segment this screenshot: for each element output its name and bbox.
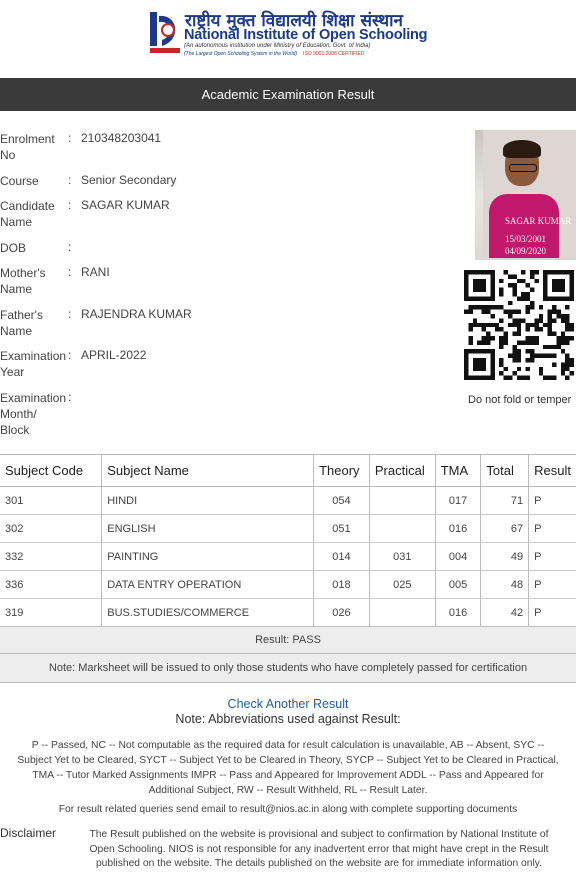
query-contact-text: For result related queries send email to result@nios.ac.in along with complete supporting documents (58, 804, 518, 815)
marksheet-note: Note: Marksheet will be issued to only those students who have completely passed for certification (0, 654, 576, 683)
disclaimer-line: published on the website. The details published on the website are for immediate information only. (95, 858, 543, 869)
cell-practical (369, 515, 435, 543)
qr-code (464, 270, 574, 380)
candidate-value: SAGAR KUMAR (81, 198, 170, 212)
cell-total: 67 (481, 515, 529, 543)
cell-tma: 017 (435, 487, 481, 515)
colon: : (68, 307, 72, 321)
disclaimer-line: The Result published on the website is provisional and subject to confirmation by National Institute of (89, 829, 549, 840)
marks-table (0, 454, 576, 627)
course-label: Course (0, 174, 39, 188)
abbreviations-text (0, 738, 576, 798)
cell-total: 71 (481, 487, 529, 515)
col-theory: Theory (314, 455, 370, 487)
org-tagline: (The Largest Open Schooling System in the World) (184, 51, 298, 57)
table-row (0, 487, 576, 515)
cell-name: BUS.STUDIES/COMMERCE (102, 599, 314, 627)
colon: : (68, 131, 72, 145)
fold-note: Do not fold or temper (468, 394, 572, 406)
cell-name: PAINTING (102, 543, 314, 571)
exam-year-label: Examination Year (0, 349, 67, 379)
cell-result: P (529, 515, 576, 543)
abbreviation-line: TMA -- Tutor Marked Assignments IMPR -- Pass and Appeared for Improvement ADDL -- Pass and Appeared for (32, 770, 544, 781)
photo-watermark-date: 15/03/2001 (505, 234, 547, 244)
org-name-accent: Open Schooling (318, 27, 428, 43)
table-row (0, 599, 576, 627)
cell-result: P (529, 487, 576, 515)
colon: : (68, 173, 72, 187)
dob-label: DOB (0, 241, 27, 255)
colon: : (68, 240, 72, 254)
table-row (0, 571, 576, 599)
colon: : (68, 198, 72, 212)
mother-label: Mother's Name (0, 266, 46, 296)
photo-watermark-date: 04/09/2020 (505, 246, 547, 256)
photo-glasses (509, 164, 537, 172)
cell-result: P (529, 599, 576, 627)
iso-certification: ISO 9001:2008 CERTIFIED (303, 51, 365, 57)
cell-name: ENGLISH (102, 515, 314, 543)
enrolment-label: Enrolment No (0, 132, 55, 162)
exam-year-value: APRIL-2022 (81, 348, 147, 362)
col-subject-code: Subject Code (0, 455, 102, 487)
disclaimer-text (63, 828, 575, 872)
org-subtitle: (An autonomous institution under Ministry of Education, Govt. of India) (184, 43, 371, 49)
org-tagline-line (184, 51, 364, 57)
abbreviation-line: P -- Passed, NC -- Not computable as the required data for result calculation is unavailable, AB -- Absent, SYC -- (31, 740, 545, 751)
page-title: Academic Examination Result (0, 78, 576, 111)
cell-code: 301 (0, 487, 102, 515)
cell-code: 332 (0, 543, 102, 571)
col-result: Result (529, 455, 576, 487)
cell-name: HINDI (102, 487, 314, 515)
cell-result: P (529, 571, 576, 599)
exam-block-label: Examination Month/ Block (0, 391, 67, 437)
colon: : (68, 348, 72, 362)
cell-name: DATA ENTRY OPERATION (102, 571, 314, 599)
photo-watermark-name: SAGAR KUMAR (505, 216, 572, 226)
cell-tma: 016 (435, 515, 481, 543)
cell-code: 336 (0, 571, 102, 599)
abbreviation-line: Subject Yet to be Cleared, SYCT -- Subject Yet to be Cleared in Theory, SYCP -- Subject Yet to be Cleared in Practical, (17, 755, 559, 766)
photo-background (483, 130, 576, 258)
cell-practical: 031 (369, 543, 435, 571)
overall-result: Result: PASS (0, 626, 576, 654)
cell-practical (369, 487, 435, 515)
disclaimer-label: Disclaimer (0, 826, 57, 840)
cell-tma: 005 (435, 571, 481, 599)
cell-theory: 051 (314, 515, 370, 543)
nios-logo (148, 10, 182, 56)
father-label: Father's Name (0, 308, 43, 338)
abbreviation-line: Additional Subject, RW -- Result Withheld, RL -- Result Later. (148, 785, 428, 796)
cell-total: 48 (481, 571, 529, 599)
cell-practical: 025 (369, 571, 435, 599)
disclaimer-line: Open Schooling. NIOS is not responsible for any inadvertent error that might have crept in the Result (89, 843, 549, 855)
cell-result: P (529, 543, 576, 571)
mother-value: RANI (81, 265, 110, 279)
cell-theory: 014 (314, 543, 370, 571)
cell-code: 319 (0, 599, 102, 627)
cell-tma: 004 (435, 543, 481, 571)
cell-theory: 054 (314, 487, 370, 515)
father-value: RAJENDRA KUMAR (81, 307, 192, 321)
cell-theory: 018 (314, 571, 370, 599)
table-row (0, 543, 576, 571)
photo-hair (503, 140, 541, 158)
org-name-english (184, 27, 427, 43)
org-name-prefix: National Institute of (184, 27, 319, 43)
col-practical: Practical (369, 455, 435, 487)
cell-total: 42 (481, 599, 529, 627)
col-total: Total (481, 455, 529, 487)
cell-theory: 026 (314, 599, 370, 627)
candidate-photo (475, 130, 576, 260)
abbreviations-title: Note: Abbreviations used against Result: (175, 712, 401, 726)
cell-code: 302 (0, 515, 102, 543)
course-value: Senior Secondary (81, 173, 177, 187)
table-header-row (0, 455, 576, 487)
org-name-hindi: राष्ट्रीय मुक्त विद्यालयी शिक्षा संस्थान (185, 11, 403, 31)
col-tma: TMA (435, 455, 481, 487)
candidate-label: Candidate Name (0, 199, 55, 229)
page-header (0, 0, 576, 78)
cell-total: 49 (481, 543, 529, 571)
cell-tma: 016 (435, 599, 481, 627)
col-subject-name: Subject Name (102, 455, 314, 487)
enrolment-value: 210348203041 (81, 131, 162, 145)
table-row (0, 515, 576, 543)
colon: : (68, 390, 72, 404)
cell-practical (369, 599, 435, 627)
check-another-result-link[interactable]: Check Another Result (227, 697, 349, 711)
colon: : (68, 265, 72, 279)
